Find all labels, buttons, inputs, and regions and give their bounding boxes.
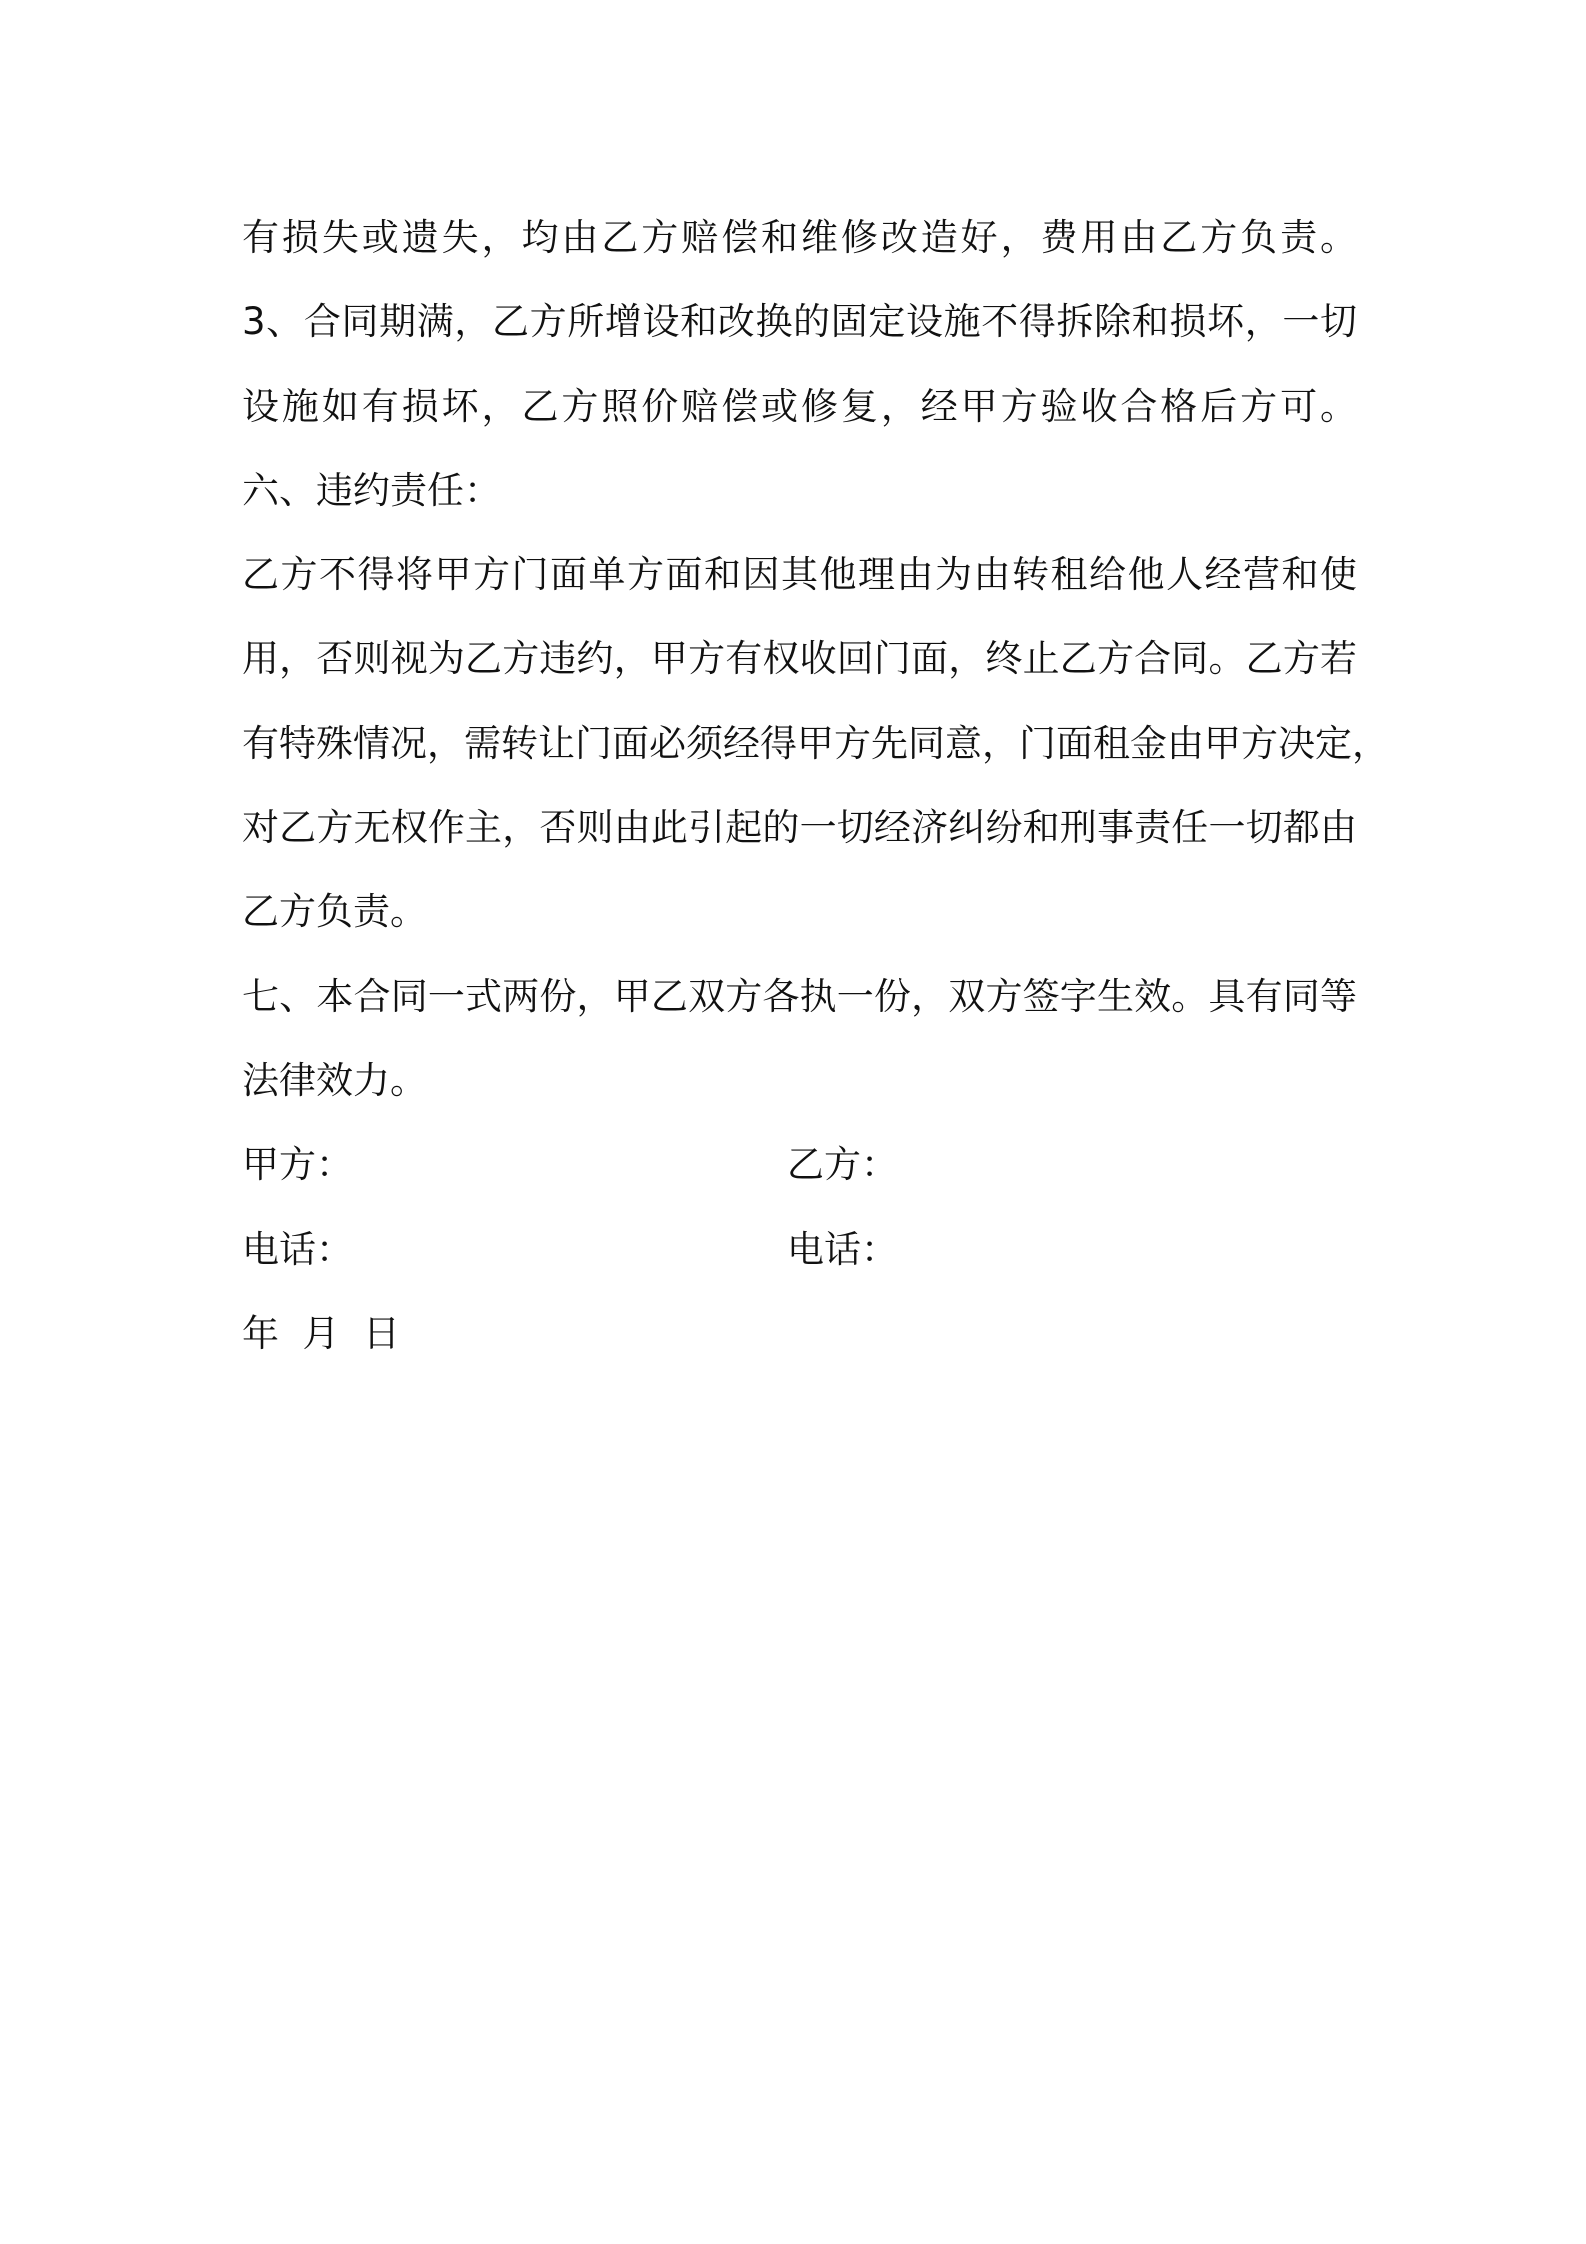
paragraph-line: 乙方不得将甲方门面单方面和因其他理由为由转租给他人经营和使 — [242, 553, 1357, 597]
paragraph-line: 对乙方无权作主，否则由此引起的一切经济纠纷和刑事责任一切都由 — [242, 806, 1357, 850]
paragraph-line: 设施如有损坏，乙方照价赔偿或修复，经甲方验收合格后方可。 — [242, 384, 1357, 428]
paragraph-line: 法律效力。 — [242, 1058, 427, 1102]
paragraph-line: 有损失或遗失，均由乙方赔偿和维修改造好，费用由乙方负责。 — [242, 216, 1357, 259]
signature-row — [242, 1123, 1357, 1207]
document-body — [242, 196, 1389, 1376]
paragraph-line: 3、合同期满，乙方所增设和改换的固定设施不得拆除和损坏，一切 — [242, 300, 1357, 344]
party-a-label: 甲方： — [242, 1143, 353, 1187]
party-b-label: 乙方： — [787, 1143, 898, 1187]
date-line: 年 月 日 — [242, 1311, 401, 1355]
paragraph-line: 七、本合同一式两份，甲乙双方各执一份，双方签字生效。具有同等 — [242, 974, 1357, 1018]
paragraph-line: 有特殊情况，需转让门面必须经得甲方先同意，门面租金由甲方决定， — [242, 721, 1389, 765]
paragraph-line: 用，否则视为乙方违约，甲方有权收回门面，终止乙方合同。乙方若 — [242, 637, 1357, 681]
paragraph-line: 乙方负责。 — [242, 890, 427, 934]
phone-a-label: 电话： — [242, 1227, 353, 1271]
phone-row — [242, 1208, 1357, 1292]
phone-b-label: 电话： — [787, 1227, 898, 1271]
section-heading: 六、违约责任： — [242, 468, 501, 512]
